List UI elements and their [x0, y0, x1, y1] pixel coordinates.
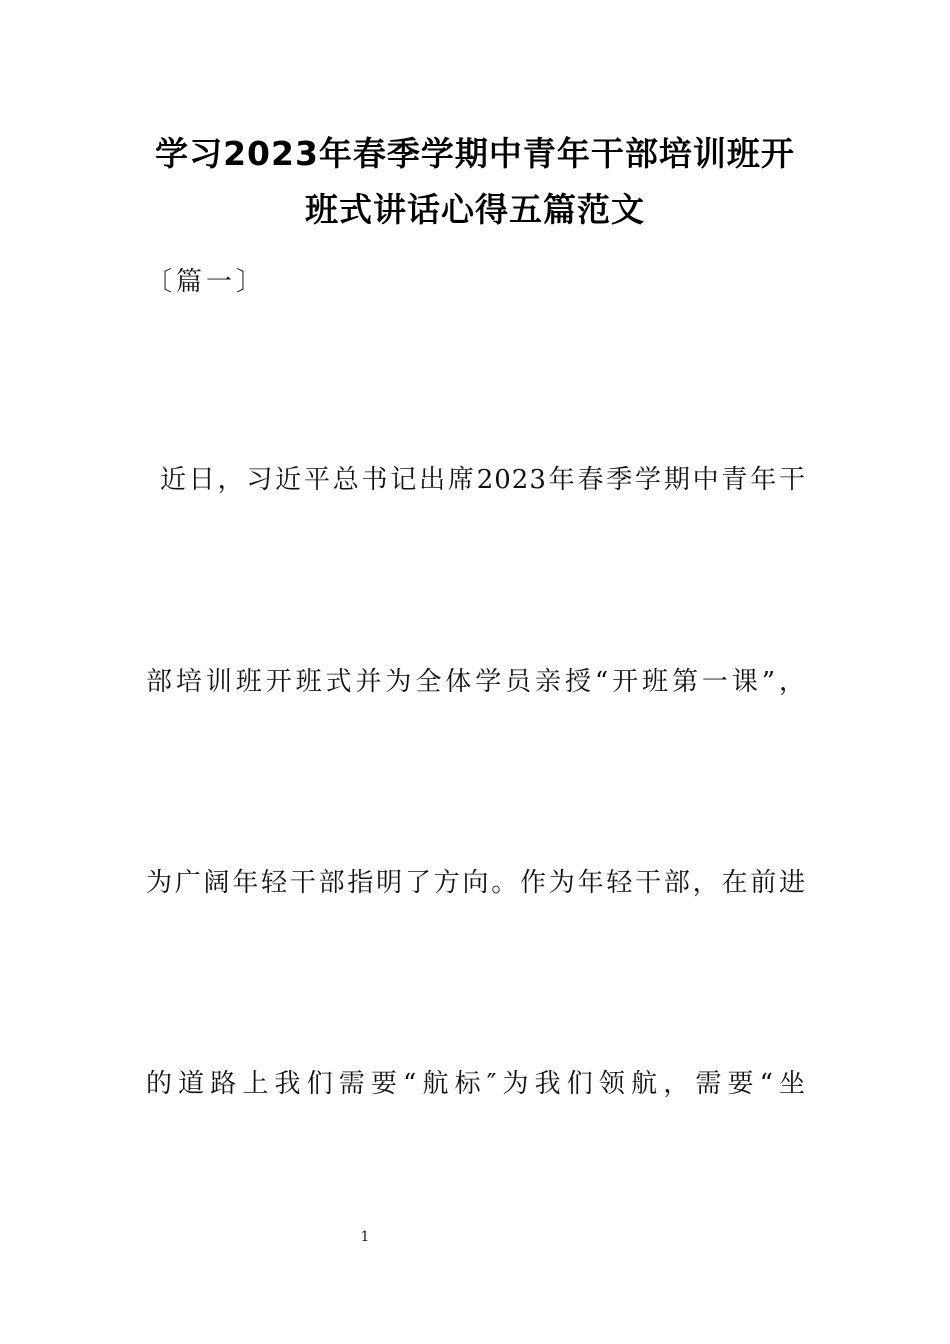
- body-text-line-2: 部培训班开班式并为全体学员亲授“开班第一课”，: [146, 667, 806, 697]
- document-title-line-2: 班式讲话心得五篇范文: [305, 190, 645, 229]
- body-text-line-4: 的道路上我们需要“航标″为我们领航，需要“坐: [146, 1069, 806, 1099]
- page-number: 1: [360, 1229, 370, 1245]
- body-text-line-1: 近日，习近平总书记出席2023年春季学期中青年干: [160, 465, 806, 495]
- document-title-line-1: 学习2023年春季学期中青年干部培训班开: [155, 134, 795, 173]
- section-label: 〔篇一〕: [146, 267, 267, 297]
- body-text-line-3: 为广阔年轻干部指明了方向。作为年轻干部，在前进: [146, 868, 806, 898]
